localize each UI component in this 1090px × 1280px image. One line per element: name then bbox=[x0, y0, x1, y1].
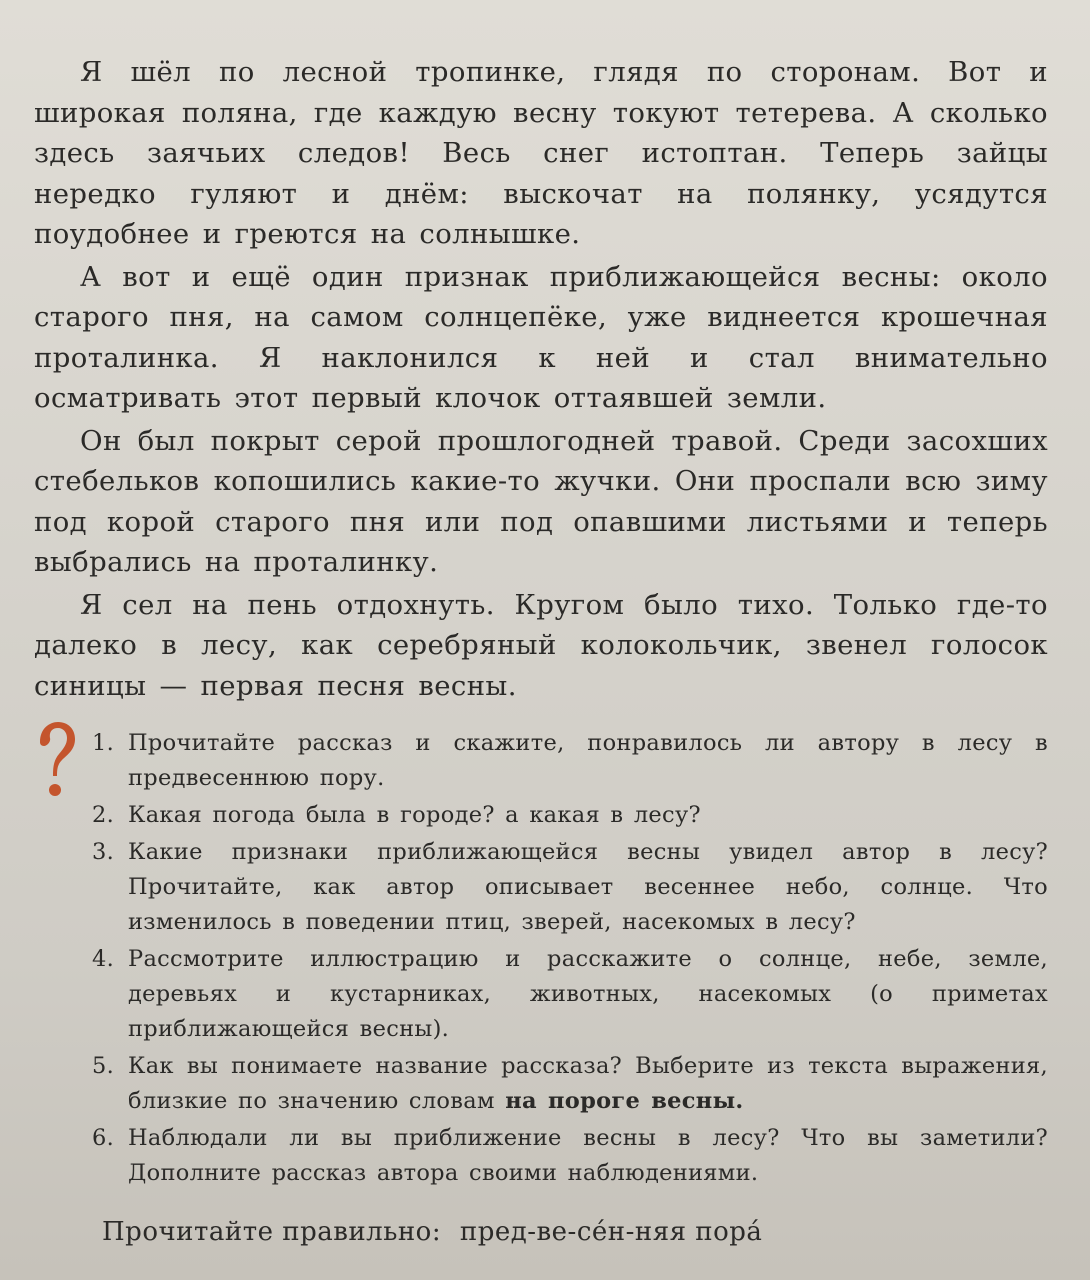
question-text: Какие признаки приближающейся весны увидел автор в лесу? Прочитайте, как автор описывает весеннее небо, солнце. Что изменилось в поведении птиц, зверей, насекомых в лесу? bbox=[128, 839, 1048, 935]
question-mark-icon bbox=[34, 720, 78, 804]
story-paragraph-4: Я сел на пень отдохнуть. Кругом было тихо. Только где-то далеко в лесу, как серебряный колокольчик, звенел голосок синицы — первая песня весны. bbox=[34, 588, 1048, 702]
story-paragraph-2: А вот и ещё один признак приближающейся весны: около старого пня, на самом солнцепёке, уже виднеется крошечная проталинка. Я наклонился к ней и стал внимательно осматривать этот первый клочок оттаявшей земли. bbox=[34, 260, 1048, 414]
question-number: 6. bbox=[92, 1125, 115, 1151]
reading-exercise bbox=[34, 1213, 1048, 1251]
question-text: Какая погода была в городе? а какая в лесу? bbox=[128, 802, 701, 828]
questions-section bbox=[34, 726, 1048, 1191]
question-number: 2. bbox=[92, 802, 115, 828]
story-paragraph-3: Он был покрыт серой прошлогодней травой. Среди засохших стебельков копошились какие-то жучки. Они проспали всю зиму под корой старого пня или под опавшими листьями и теперь выбрались на проталинку. bbox=[34, 424, 1048, 578]
reading-exercise-label: Прочитайте правильно: bbox=[102, 1217, 442, 1247]
story-paragraph-1: Я шёл по лесной тропинке, глядя по сторонам. Вот и широкая поляна, где каждую весну токуют тетерева. А сколько здесь заячьих следов! Весь снег истоптан. Теперь зайцы нередко гуляют и днём: выскочат на полянку, усядутся поудобнее и греются на солнышке. bbox=[34, 56, 1048, 250]
question-number: 1. bbox=[92, 730, 115, 756]
question-item-4 bbox=[92, 942, 1048, 1047]
question-number: 3. bbox=[92, 839, 115, 865]
question-item-6 bbox=[92, 1121, 1048, 1191]
question-item-5 bbox=[92, 1049, 1048, 1119]
question-text: Как вы понимаете название рассказа? Выберите из текста выражения, близкие по значению словам bbox=[128, 1053, 1048, 1114]
reading-exercise-phrase: пред-ве-се́н-няя пора́ bbox=[459, 1217, 763, 1247]
question-text: Прочитайте рассказ и скажите, понравилось ли автору в лесу в предвесеннюю пору. bbox=[128, 730, 1048, 791]
question-number: 5. bbox=[92, 1053, 115, 1079]
story-text bbox=[34, 52, 1048, 706]
question-text: Наблюдали ли вы приближение весны в лесу? Что вы заметили? Дополните рассказ автора своими наблюдениями. bbox=[128, 1125, 1048, 1186]
question-item-2 bbox=[92, 798, 1048, 833]
question-number: 4. bbox=[92, 946, 115, 972]
question-item-1 bbox=[92, 726, 1048, 796]
question-bold-phrase: на пороге весны. bbox=[505, 1088, 744, 1114]
question-list bbox=[92, 726, 1048, 1191]
question-text: Рассмотрите иллюстрацию и расскажите о солнце, небе, земле, деревьях и кустарниках, животных, насекомых (о приметах приближающейся весны). bbox=[128, 946, 1048, 1042]
question-item-3 bbox=[92, 835, 1048, 940]
